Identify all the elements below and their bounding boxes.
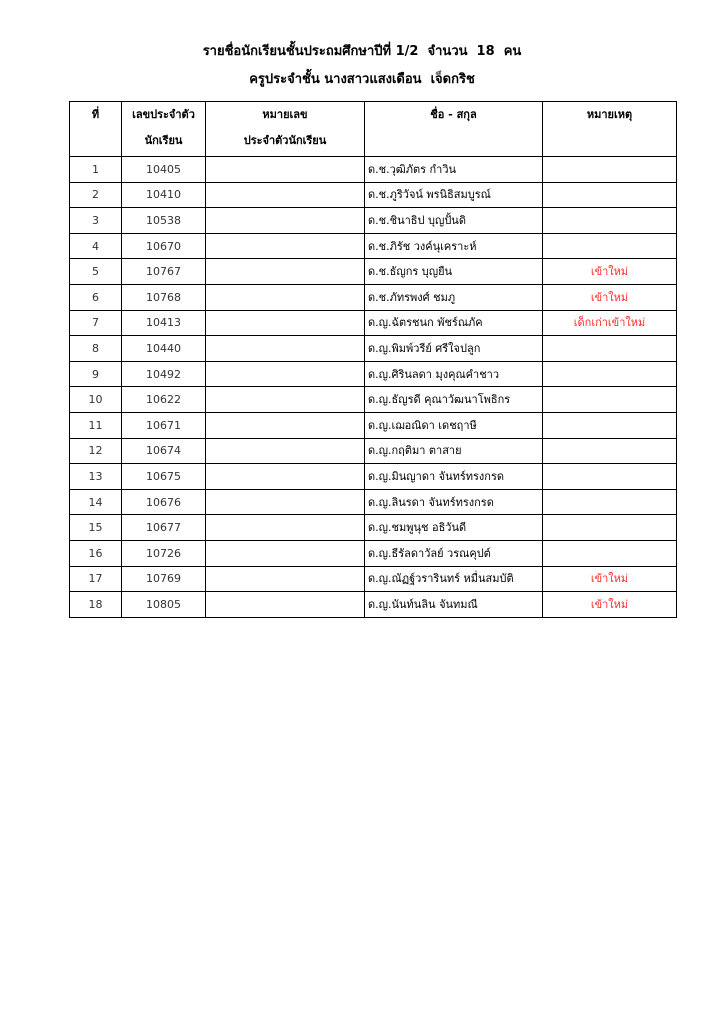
student-id: 10676	[122, 489, 206, 515]
student-id: 10675	[122, 464, 206, 490]
remark	[543, 182, 677, 208]
row-number: 1	[70, 157, 122, 183]
table-row	[70, 182, 677, 208]
student-id: 10671	[122, 412, 206, 438]
student-name: ด.ญ.นันท์นลิน จันทมณี	[365, 592, 543, 618]
national-id	[206, 157, 365, 183]
student-id: 10677	[122, 515, 206, 541]
table-row	[70, 233, 677, 259]
student-name: ด.ญ.ฉัตรชนก พัชร์ณภัค	[365, 310, 543, 336]
national-id	[206, 336, 365, 362]
row-number: 7	[70, 310, 122, 336]
student-name: ด.ช.วุฒิภัตร กำวิน	[365, 157, 543, 183]
student-id: 10413	[122, 310, 206, 336]
remark: เข้าใหม่	[543, 284, 677, 310]
remark	[543, 336, 677, 362]
row-number: 11	[70, 412, 122, 438]
student-name: ด.ญ.ศิรินลดา มุงคุณคำชาว	[365, 361, 543, 387]
remark	[543, 515, 677, 541]
national-id	[206, 361, 365, 387]
national-id	[206, 412, 365, 438]
student-name: ด.ญ.ณัฏฐ์วรารินทร์ หมื่นสมบัติ	[365, 566, 543, 592]
remark	[543, 464, 677, 490]
student-id: 10405	[122, 157, 206, 183]
remark	[543, 208, 677, 234]
row-number: 18	[70, 592, 122, 618]
national-id	[206, 438, 365, 464]
remark	[543, 489, 677, 515]
student-id: 10726	[122, 540, 206, 566]
table-row	[70, 259, 677, 285]
row-number: 8	[70, 336, 122, 362]
header-name: ชื่อ - สกุล	[365, 102, 543, 157]
teacher-line: ครูประจำชั้น นางสาวแสงเดือน เจ็ดกริช	[249, 72, 475, 87]
national-id	[206, 515, 365, 541]
national-id	[206, 464, 365, 490]
row-number: 10	[70, 387, 122, 413]
table-row	[70, 387, 677, 413]
remark: เด็กเก่าเข้าใหม่	[543, 310, 677, 336]
remark	[543, 438, 677, 464]
student-table	[69, 101, 677, 618]
student-id: 10805	[122, 592, 206, 618]
remark	[543, 233, 677, 259]
row-number: 14	[70, 489, 122, 515]
remark: เข้าใหม่	[543, 259, 677, 285]
national-id	[206, 592, 365, 618]
student-id: 10410	[122, 182, 206, 208]
national-id	[206, 489, 365, 515]
student-id: 10492	[122, 361, 206, 387]
table-row	[70, 515, 677, 541]
row-number: 2	[70, 182, 122, 208]
table-row	[70, 157, 677, 183]
table-row	[70, 310, 677, 336]
table-row	[70, 336, 677, 362]
national-id	[206, 387, 365, 413]
student-name: ด.ช.ภูริวัจน์ พรนิธิสมบูรณ์	[365, 182, 543, 208]
student-id: 10768	[122, 284, 206, 310]
row-number: 3	[70, 208, 122, 234]
document-title: รายชื่อนักเรียนชั้นประถมศึกษาปีที่ 1/2 จำนวน 18 คน	[202, 44, 522, 59]
remark	[543, 412, 677, 438]
table-row	[70, 464, 677, 490]
national-id	[206, 208, 365, 234]
remark: เข้าใหม่	[543, 566, 677, 592]
table-row	[70, 361, 677, 387]
row-number: 12	[70, 438, 122, 464]
row-number: 9	[70, 361, 122, 387]
header-national-id: หมายเลข ประจำตัวนักเรียน	[206, 102, 365, 157]
student-id: 10440	[122, 336, 206, 362]
student-name: ด.ญ.กฤติมา ตาสาย	[365, 438, 543, 464]
table-header-row	[70, 102, 677, 157]
table-row	[70, 412, 677, 438]
student-id: 10769	[122, 566, 206, 592]
table-row	[70, 438, 677, 464]
student-name: ด.ญ.ชมพูนุช อธิวันดี	[365, 515, 543, 541]
student-name: ด.ช.ธัญกร บุญยืน	[365, 259, 543, 285]
national-id	[206, 310, 365, 336]
row-number: 16	[70, 540, 122, 566]
student-id: 10538	[122, 208, 206, 234]
row-number: 13	[70, 464, 122, 490]
national-id	[206, 182, 365, 208]
remark	[543, 361, 677, 387]
row-number: 17	[70, 566, 122, 592]
table-row	[70, 540, 677, 566]
table-row	[70, 489, 677, 515]
student-id: 10767	[122, 259, 206, 285]
student-id: 10674	[122, 438, 206, 464]
table-row	[70, 284, 677, 310]
student-name: ด.ญ.ธัญรดี คุณาวัฒนาโพธิกร	[365, 387, 543, 413]
student-name: ด.ช.ภิรัช วงค์นุเคราะห์	[365, 233, 543, 259]
table-row	[70, 208, 677, 234]
header-student-id: เลขประจำตัว นักเรียน	[122, 102, 206, 157]
national-id	[206, 566, 365, 592]
student-name: ด.ญ.เฌอณิดา เดชฤาษี	[365, 412, 543, 438]
student-name: ด.ญ.ลินรดา จันทร์ทรงกรด	[365, 489, 543, 515]
remark	[543, 157, 677, 183]
remark	[543, 540, 677, 566]
student-name: ด.ญ.มินญาดา จันทร์ทรงกรด	[365, 464, 543, 490]
row-number: 4	[70, 233, 122, 259]
header-remark: หมายเหตุ	[543, 102, 677, 157]
student-name: ด.ช.ภัทรพงศ์ ชมภู	[365, 284, 543, 310]
student-name: ด.ช.ชินาธิป บุญปั้นดิ	[365, 208, 543, 234]
remark: เข้าใหม่	[543, 592, 677, 618]
student-name: ด.ญ.พิมพ์วรีย์ ศรีใจปลูก	[365, 336, 543, 362]
row-number: 15	[70, 515, 122, 541]
national-id	[206, 284, 365, 310]
row-number: 5	[70, 259, 122, 285]
national-id	[206, 233, 365, 259]
table-row	[70, 566, 677, 592]
row-number: 6	[70, 284, 122, 310]
national-id	[206, 540, 365, 566]
table-row	[70, 592, 677, 618]
student-name: ด.ญ.ธีรัลดาวัลย์ วรณคุปต์	[365, 540, 543, 566]
header-no: ที่	[70, 102, 122, 157]
national-id	[206, 259, 365, 285]
student-id: 10622	[122, 387, 206, 413]
student-id: 10670	[122, 233, 206, 259]
remark	[543, 387, 677, 413]
